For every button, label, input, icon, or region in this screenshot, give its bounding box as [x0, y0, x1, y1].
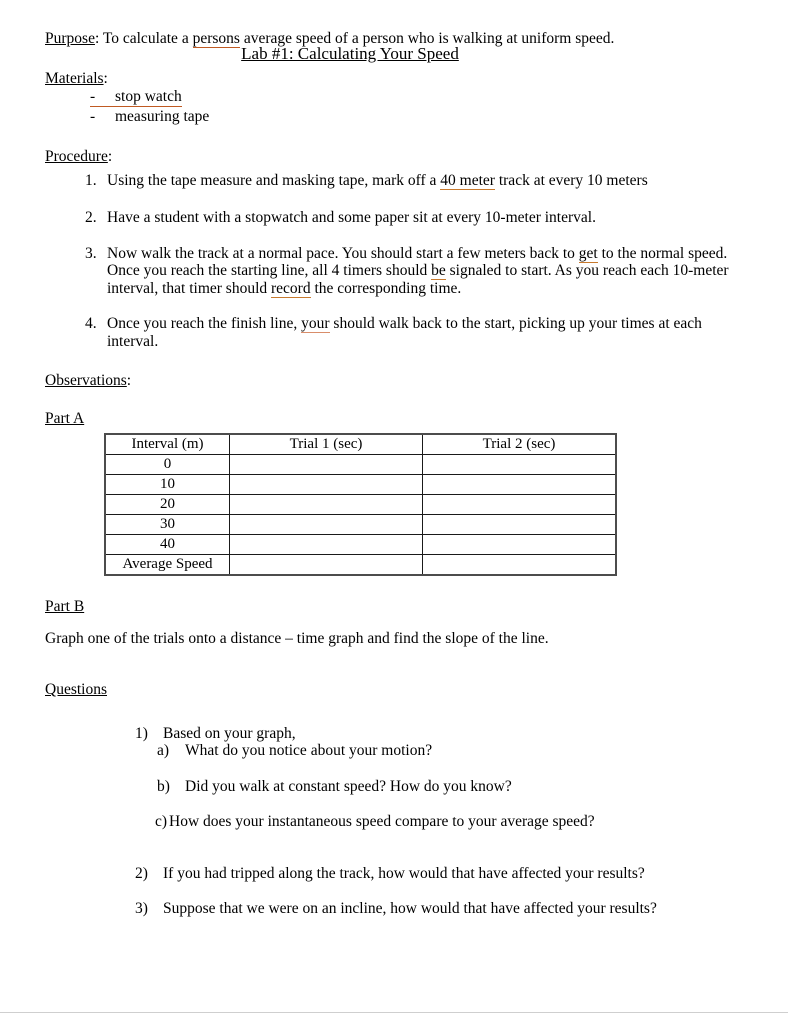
step-number: 1.: [85, 171, 97, 189]
purpose-text-before: To calculate a: [99, 30, 193, 47]
table-cell-trial2[interactable]: [423, 495, 617, 515]
subquestion-text: What do you notice about your motion?: [185, 742, 433, 759]
step-text-part2: track at every 10 meters: [494, 171, 648, 189]
procedure-heading-line: [45, 148, 745, 166]
document-body: [45, 0, 745, 918]
step-text-part3: signaled to start. As you reach each 10-meter interval, that timer should: [107, 262, 729, 297]
question-number: 3): [135, 900, 148, 917]
table-cell-interval: 20: [105, 495, 230, 515]
list-item: [45, 107, 745, 126]
observations-heading: Observations: [45, 372, 127, 389]
step-flagged-get: get: [578, 244, 598, 262]
table-header-cell-interval: Interval (m): [105, 434, 230, 455]
part-b-text: Graph one of the trials onto a distance – time graph and find the slope of the line.: [45, 629, 549, 647]
material-label-measuring-tape: measuring tape: [115, 108, 210, 125]
question-3: [45, 900, 745, 918]
step-text-part1: Have a student with a stopwatch and some paper sit at every 10-meter interval.: [107, 209, 596, 226]
table-row: [105, 535, 616, 555]
part-a-heading: Part A: [45, 409, 85, 427]
materials-heading: Materials: [45, 69, 104, 87]
question-number: 2): [135, 864, 148, 882]
step-text-part1: Once you reach the finish line,: [107, 315, 302, 332]
table-row: [105, 555, 616, 576]
subquestion-text: How does your instantaneous speed compare to your average speed?: [169, 813, 595, 830]
observations-colon: :: [126, 372, 132, 389]
step-text-part2: to the normal speed. Once you reach the starting line, all 4 timers should: [107, 244, 728, 279]
table-cell-trial2[interactable]: [423, 475, 617, 495]
step-flagged-be: be: [431, 262, 446, 279]
question-1a: [45, 742, 745, 760]
step-text-part1: Now walk the track at a normal pace. You should start a few meters back to: [107, 244, 579, 262]
step-text-part2: should walk back to the start, picking up your times at each interval.: [107, 315, 702, 350]
table-cell-trial1[interactable]: [230, 455, 423, 475]
subquestion-label: c): [155, 813, 168, 830]
purpose-paragraph: [45, 30, 745, 48]
table-row: [105, 475, 616, 495]
subquestion-label: b): [157, 777, 170, 795]
materials-list: [45, 87, 745, 126]
part-b-heading: Part B: [45, 598, 85, 615]
materials-colon: :: [103, 69, 108, 87]
step-flagged-40-meter: 40 meter: [440, 171, 495, 189]
step-number: 2.: [85, 209, 97, 226]
purpose-heading: Purpose: [45, 30, 95, 47]
table-row: [105, 455, 616, 475]
step-text-part1: Using the tape measure and masking tape, mark off a: [107, 171, 441, 189]
page-title-text: Lab #1: Calculating Your Speed: [241, 44, 459, 63]
question-number: 1): [135, 724, 148, 742]
purpose-text-after: average speed of a person who is walking at uniform speed.: [239, 30, 615, 47]
table-cell-average-speed: Average Speed: [105, 555, 230, 576]
subquestion-text: Did you walk at constant speed? How do you know?: [185, 777, 512, 795]
part-b-heading-line: [45, 598, 745, 616]
table-row: [105, 515, 616, 535]
subquestion-label: a): [157, 742, 170, 759]
table-cell-trial1[interactable]: [230, 475, 423, 495]
table-cell-trial2[interactable]: [423, 555, 617, 576]
questions-heading: Questions: [45, 681, 107, 698]
step-number: 3.: [85, 244, 97, 262]
table-row: [105, 495, 616, 515]
question-2: [45, 865, 745, 883]
procedure-step-1: [45, 172, 745, 190]
table-cell-trial1[interactable]: [230, 515, 423, 535]
list-bullet: -: [90, 108, 96, 125]
procedure-step-2: [45, 209, 745, 227]
list-item: [45, 87, 745, 107]
part-a-heading-line: [45, 410, 745, 428]
question-1c: [45, 813, 745, 831]
question-1: [45, 725, 745, 743]
procedure-heading: Procedure: [45, 148, 108, 165]
list-bullet: -: [90, 88, 96, 105]
step-flagged-your: your: [301, 315, 330, 332]
table-cell-interval: 10: [105, 475, 230, 495]
procedure-colon: :: [107, 148, 113, 165]
step-flagged-record: record: [271, 279, 311, 297]
table-cell-trial2[interactable]: [423, 535, 617, 555]
table-header-cell-trial1: Trial 1 (sec): [230, 434, 423, 455]
table-cell-trial1[interactable]: [230, 535, 423, 555]
table-header-cell-trial2: Trial 2 (sec): [423, 434, 617, 455]
questions-heading-line: [45, 681, 745, 699]
table-header-row: [105, 434, 616, 455]
step-number: 4.: [85, 315, 97, 332]
question-text: Suppose that we were on an incline, how would that have affected your results?: [163, 900, 657, 917]
observations-heading-line: [45, 372, 745, 390]
table-cell-interval: 0: [105, 455, 230, 475]
observations-table-wrap: [45, 433, 745, 576]
observations-table: [104, 433, 617, 576]
step-text-part4: the corresponding time.: [310, 279, 462, 297]
table-cell-interval: 30: [105, 515, 230, 535]
table-cell-trial1[interactable]: [230, 495, 423, 515]
page-bottom-gutter: [0, 1013, 788, 1024]
table-cell-trial2[interactable]: [423, 515, 617, 535]
procedure-step-4: [45, 315, 745, 350]
procedure-step-3: [45, 245, 745, 298]
purpose-colon: :: [94, 30, 100, 47]
table-cell-interval: 40: [105, 535, 230, 555]
table-cell-trial2[interactable]: [423, 455, 617, 475]
table-cell-trial1[interactable]: [230, 555, 423, 576]
question-text: Based on your graph,: [163, 724, 296, 742]
question-text: If you had tripped along the track, how would that have affected your results?: [163, 864, 645, 882]
materials-heading-line: [45, 70, 745, 88]
question-1b: [45, 778, 745, 796]
material-label-stop-watch: stop watch: [90, 87, 182, 107]
purpose-flagged-word: persons: [192, 30, 240, 47]
